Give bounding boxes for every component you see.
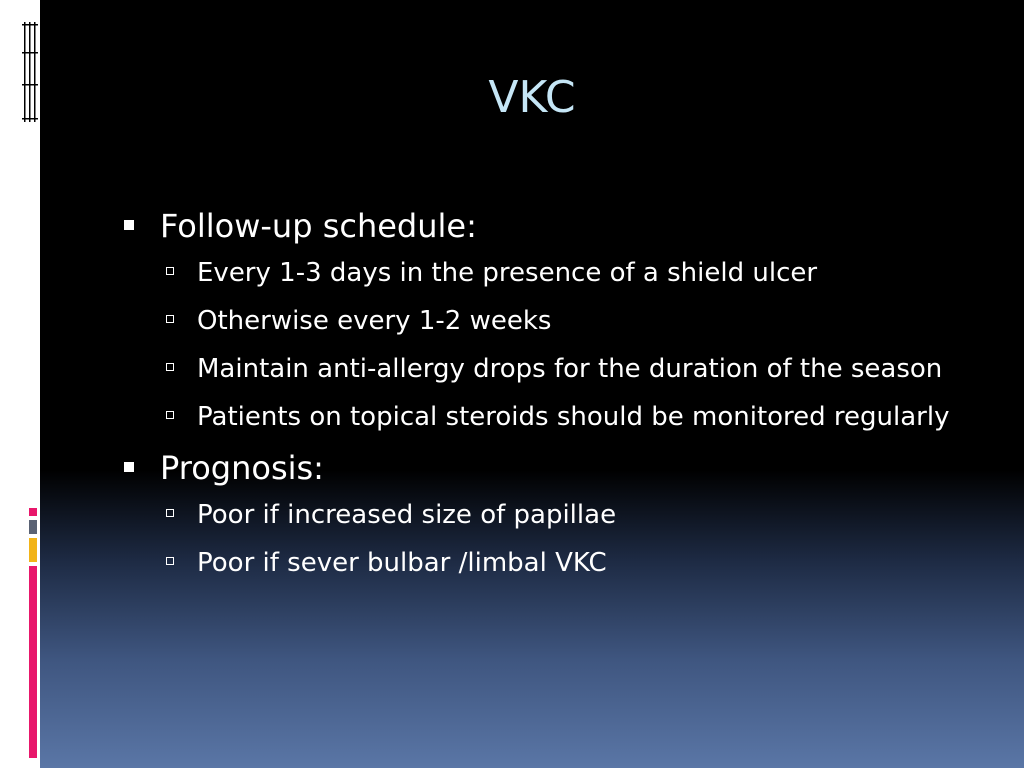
hollow-square-bullet-icon [166,557,174,565]
pink-bar-top [29,508,37,516]
sub-bullet [197,495,967,535]
bullet-follow-up [124,203,984,249]
sub-bullet-text: Every 1-3 days in the presence of a shield ulcer [197,258,818,288]
hollow-square-bullet-icon [166,411,174,419]
sub-bullet-text: Poor if sever bulbar /limbal VKC [197,548,607,578]
pink-bar-long [29,566,37,758]
hollow-square-bullet-icon [166,363,174,371]
sub-bullet-text: Patients on topical steroids should be monitored regularly [197,402,950,432]
sub-bullet [197,349,967,389]
sub-bullet-text: Otherwise every 1-2 weeks [197,306,552,336]
gray-bar [29,520,37,534]
yellow-bar [29,538,37,562]
hollow-square-bullet-icon [166,267,174,275]
color-bars-decoration [29,508,37,758]
sub-bullet [197,543,967,583]
sub-bullet-text: Maintain anti-allergy drops for the duration of the season [197,354,943,384]
sub-bullet [197,253,967,293]
bullet-prognosis [124,445,984,491]
hollow-square-bullet-icon [166,509,174,517]
sub-bullet-text: Poor if increased size of papillae [197,500,617,530]
sub-bullet [197,397,967,437]
square-bullet-icon [124,462,134,472]
hollow-square-bullet-icon [166,315,174,323]
section-label: Follow-up schedule: [160,207,477,245]
slide-content [124,203,984,591]
window-decoration-icon [22,22,38,122]
square-bullet-icon [124,220,134,230]
section-label: Prognosis: [160,449,324,487]
sub-bullet [197,301,967,341]
slide-title: VKC [488,72,576,123]
